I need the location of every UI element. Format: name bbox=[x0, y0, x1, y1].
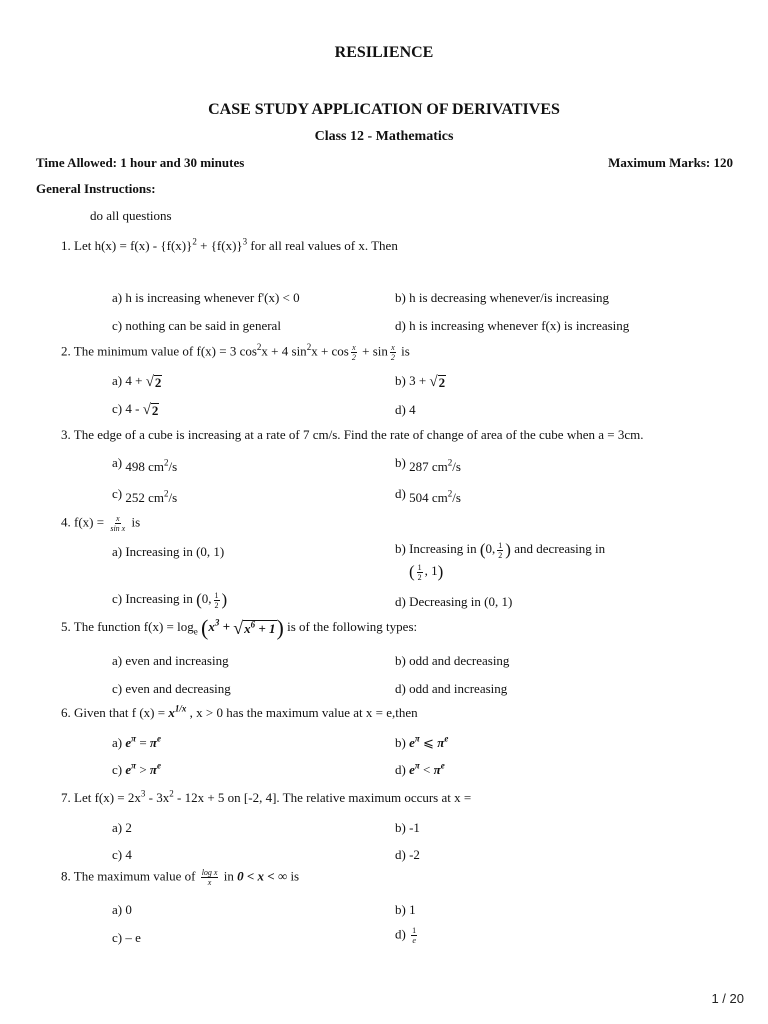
q1-option-c: c) nothing can be said in general bbox=[112, 318, 281, 333]
time-allowed: Time Allowed: 1 hour and 30 minutes bbox=[36, 155, 245, 170]
q6-option-a: a) $e^\pi = \pi^e$ bbox=[112, 733, 162, 750]
q2-option-b: b) 3 + √ 2 bbox=[395, 373, 446, 391]
frac-x-over-2: $\frac{x}{2}$ bbox=[351, 343, 356, 362]
sqrt-symbol: √ 2 bbox=[145, 374, 162, 391]
question-1-stem: 1. Let $h(x) = f(x) - \{f(x)\}^2 + \{f(x)\}^3$ for all real values of x. Then bbox=[61, 236, 398, 253]
q5-option-d: d) odd and increasing bbox=[395, 681, 508, 696]
page-title: CASE STUDY APPLICATION OF DERIVATIVES bbox=[208, 101, 560, 118]
q3-option-d: d) 504 $cm^2/s$ bbox=[395, 486, 461, 505]
q7-option-a: a) 2 bbox=[112, 820, 132, 835]
q5-option-c: c) even and decreasing bbox=[112, 681, 231, 696]
sqrt-symbol: √ 2 bbox=[429, 374, 446, 391]
page-subtitle: Class 12 - Mathematics bbox=[314, 129, 454, 144]
question-2-stem: 2. The minimum value of f(x) = 3 $\cos^2x + 4$ $\sin^2x + \cos$ $\frac{x}{2}$ + sin $\frac{x}{2}$ is bbox=[61, 342, 410, 362]
question-6-stem: 6. Given that f $(x) = x^{1/x}$ , x > 0 has the maximum value at x = e,then bbox=[61, 703, 418, 720]
frac-x-over-sinx: $\frac{x}{\text{sin x}}$ bbox=[110, 514, 126, 533]
q2-option-a: a) 4 + √ 2 bbox=[112, 373, 162, 391]
question-3-stem: 3. The edge of a cube is increasing at a rate of 7 cm/s. Find the rate of change of area of the cube when a = 3cm. bbox=[61, 427, 644, 442]
q2-option-c: c) 4 - √ 2 bbox=[112, 401, 159, 419]
q3-option-c: c) 252 $cm^2/s$ bbox=[112, 486, 178, 505]
q5-option-b: b) odd and decreasing bbox=[395, 653, 510, 668]
q7-option-b: b) -1 bbox=[395, 820, 420, 835]
q6-option-d: d) $e^\pi < \pi^e$ bbox=[395, 760, 445, 777]
q4-option-c: c) Increasing in (0, $\frac{1}{2}$ ) bbox=[112, 590, 228, 610]
frac-x-over-2: $\frac{x}{2}$ bbox=[390, 343, 395, 362]
q6-option-c: c) $e^\pi > \pi^e$ bbox=[112, 760, 162, 777]
question-5-stem: 5. The function $f(x) = \log_e (x^3$ + √ $x^6 + 1$ ) is of the following types: bbox=[61, 615, 418, 640]
q8-option-b: b) 1 bbox=[395, 902, 416, 917]
q4-option-a: a) Increasing in (0, 1) bbox=[112, 544, 225, 559]
q7-option-c: c) 4 bbox=[112, 847, 132, 862]
school-name: RESILIENCE bbox=[334, 44, 434, 61]
question-8-stem: 8. The maximum value of $\frac{\text{log x}}{x}$ in 0 < x < ∞ is bbox=[61, 868, 300, 887]
q4-option-d: d) Decreasing in (0, 1) bbox=[395, 594, 513, 609]
q4-option-b: b) Increasing in (0, $\frac{1}{2}$ ) and decreasing in bbox=[395, 540, 606, 560]
q1-option-d: d) h is increasing whenever f(x) is increasing bbox=[395, 318, 630, 333]
q8-option-a: a) 0 bbox=[112, 902, 132, 917]
q6-option-b: b) $e^\pi$ ⩽ $\pi^e$ bbox=[395, 733, 449, 750]
q5-option-a: a) even and increasing bbox=[112, 653, 229, 668]
q7-option-d: d) -2 bbox=[395, 847, 420, 862]
q4-option-b-interval: ( $\frac{1}{2}$ , 1) bbox=[409, 562, 444, 582]
q1-option-a: a) h is increasing whenever f'(x) < 0 bbox=[112, 290, 300, 305]
question-4-stem: 4. f(x) = $\frac{x}{\text{sin x}}$ is bbox=[61, 514, 141, 533]
q8-option-d: d) $\frac{1}{e}$ bbox=[395, 926, 417, 945]
q3-option-a: a) 498 $cm^2/s$ bbox=[112, 455, 178, 474]
instructions-heading: General Instructions: bbox=[36, 181, 156, 196]
instructions-text: do all questions bbox=[90, 208, 172, 223]
maximum-marks: Maximum Marks: 120 bbox=[608, 155, 733, 170]
frac-logx-over-x: $\frac{\text{log x}}{x}$ bbox=[201, 868, 218, 887]
q2-option-d: d) 4 bbox=[395, 402, 416, 417]
q8-option-c: c) – e bbox=[112, 930, 141, 945]
q3-option-b: b) 287 $cm^2/s$ bbox=[395, 455, 461, 474]
q1-option-b: b) h is decreasing whenever/is increasing bbox=[395, 290, 610, 305]
question-7-stem: 7. Let $f(x) = 2x^3 - 3x^2 - 12x + 5$ on [-2, 4]. The relative maximum occurs at x = bbox=[61, 788, 472, 805]
page-indicator: 1 / 20 bbox=[711, 991, 744, 1006]
sqrt-symbol: √ 2 bbox=[142, 402, 159, 419]
